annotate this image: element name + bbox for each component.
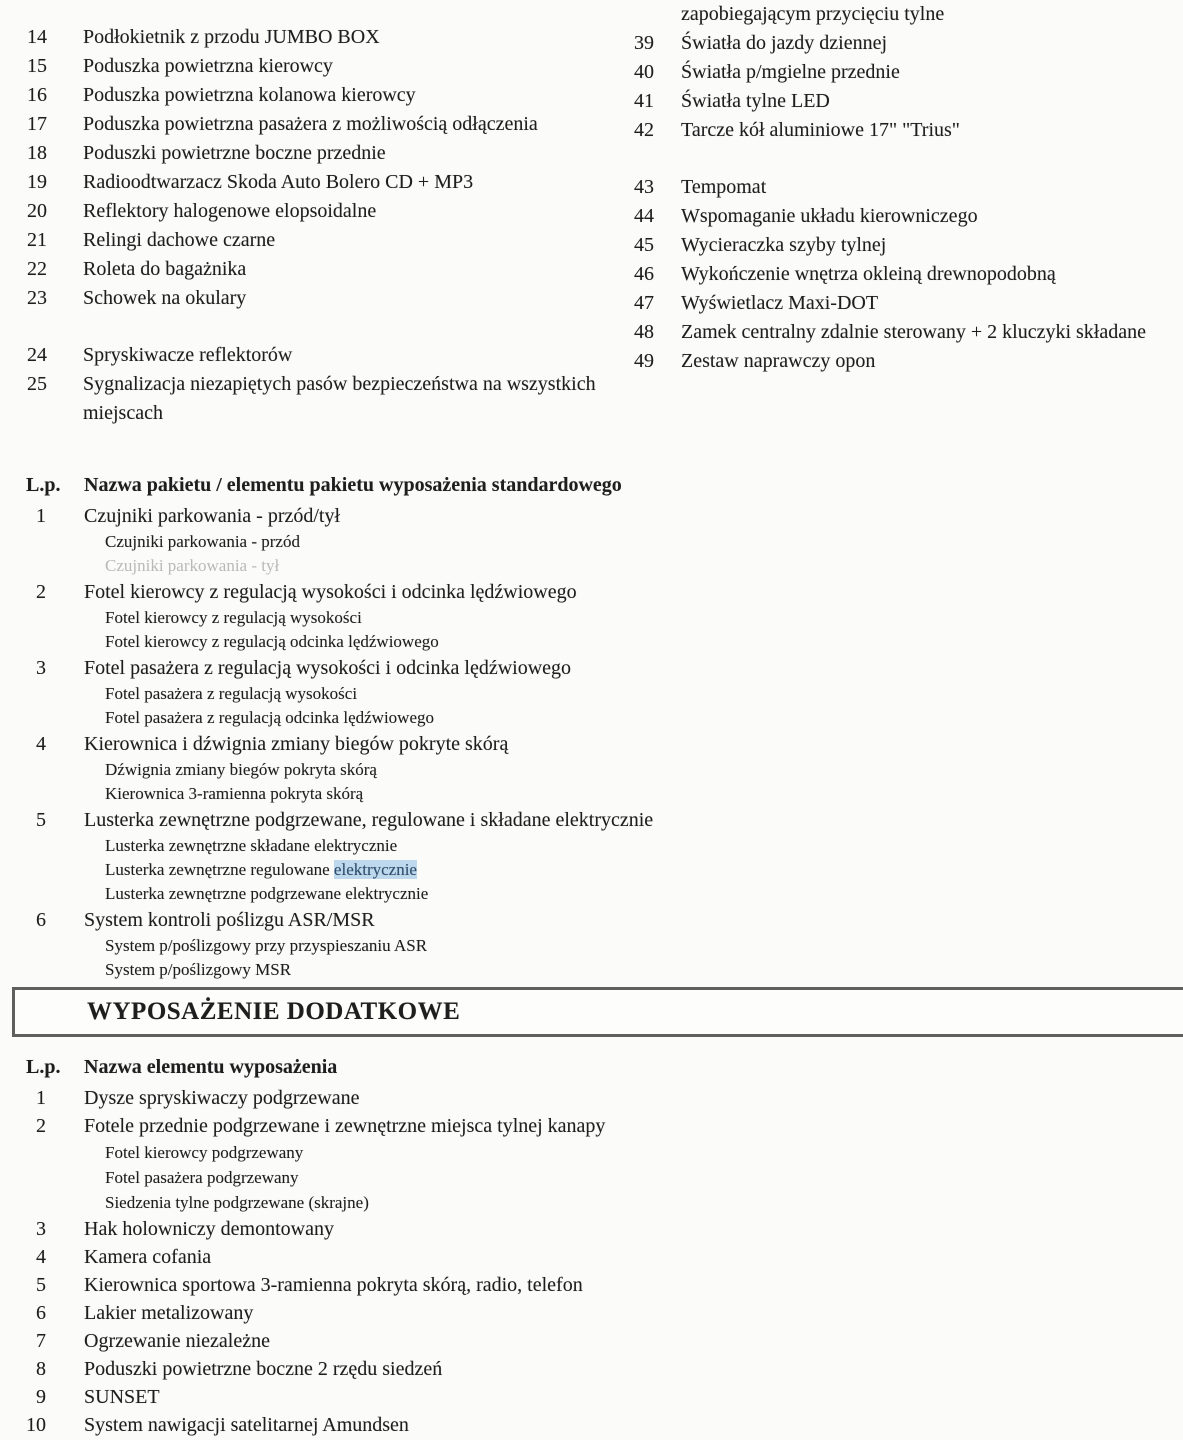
item-number: 46	[634, 263, 654, 285]
sub-item-text: Fotel kierowcy z regulacją odcinka lędźwiowego	[105, 632, 439, 651]
item-number: 48	[634, 321, 654, 343]
item-text: Kierownica sportowa 3-ramienna pokryta skórą, radio, telefon	[84, 1274, 583, 1296]
item-number: 1	[36, 505, 46, 527]
item-text: System nawigacji satelitarnej Amundsen	[84, 1414, 409, 1436]
item-text: Poduszka powietrzna pasażera z możliwością odłączenia	[83, 113, 538, 135]
equipment-package-item	[26, 1411, 1171, 1439]
item-number: 40	[634, 61, 654, 83]
standard-equipment-column-right	[633, 0, 1183, 376]
sub-item-text: Fotel pasażera podgrzewany	[105, 1168, 299, 1187]
item-text: Schowek na okulary	[83, 287, 247, 309]
item-text: Fotel pasażera z regulacją wysokości i odcinka lędźwiowego	[84, 657, 572, 679]
item-number: 20	[27, 200, 47, 222]
section-header-title: Nazwa pakietu / elementu pakietu wyposażenia standardowego	[84, 474, 622, 496]
highlighted-text: elektrycznie	[333, 860, 417, 879]
package-item-row	[26, 1355, 1171, 1383]
equipment-package-item	[26, 1271, 1171, 1299]
lp-column-header: L.p.	[26, 1056, 61, 1078]
sub-item-text: Fotel pasażera z regulacją odcinka lędźwiowego	[105, 708, 434, 727]
package-item-row	[26, 906, 1171, 934]
item-text: Lusterka zewnętrzne podgrzewane, regulowane i składane elektrycznie	[84, 809, 654, 831]
item-number: 41	[634, 90, 654, 112]
item-text: Poduszka powietrzna kolanowa kierowcy	[83, 84, 416, 106]
item-text: Wspomaganie układu kierowniczego	[681, 205, 978, 227]
equipment-list-item	[633, 87, 1183, 116]
equipment-package-item	[26, 1383, 1171, 1411]
equipment-list-item	[26, 341, 611, 370]
item-text: Światła do jazdy dziennej	[681, 32, 888, 54]
item-text: Dysze spryskiwaczy podgrzewane	[84, 1087, 360, 1109]
item-number: 18	[27, 142, 47, 164]
item-number: 22	[27, 258, 47, 280]
item-text: Światła tylne LED	[681, 90, 830, 112]
standard-packages-list	[26, 502, 1171, 982]
equipment-list-item	[26, 81, 611, 110]
package-sub-items	[26, 530, 1171, 578]
item-number: 15	[27, 55, 47, 77]
package-item-row	[26, 1411, 1171, 1439]
item-number: 9	[36, 1386, 46, 1408]
item-number: 49	[634, 350, 654, 372]
equipment-package-item	[26, 502, 1171, 578]
banner-title: WYPOSAŻENIE DODATKOWE	[87, 998, 461, 1025]
item-number: 39	[634, 32, 654, 54]
item-text: Ogrzewanie niezależne	[84, 1330, 270, 1352]
package-item-row	[26, 502, 1171, 530]
item-text: Czujniki parkowania - przód/tył	[84, 505, 341, 527]
equipment-list-item	[633, 260, 1183, 289]
sub-item-text: Fotel pasażera z regulacją wysokości	[105, 684, 358, 703]
equipment-list-item	[26, 168, 611, 197]
package-sub-items	[26, 606, 1171, 654]
item-number: 4	[36, 733, 46, 755]
item-number: 14	[27, 26, 47, 48]
lp-column-header: L.p.	[26, 474, 61, 496]
item-text: Fotele przednie podgrzewane i zewnętrzne miejsca tylnej kanapy	[84, 1115, 606, 1137]
item-number: 6	[36, 1302, 46, 1324]
sub-item-text: Fotel kierowcy podgrzewany	[105, 1143, 304, 1162]
equipment-list-item	[26, 284, 611, 313]
standard-packages-section	[26, 470, 1171, 982]
item-number: 19	[27, 171, 47, 193]
sub-item-text: Czujniki parkowania - przód	[105, 532, 300, 551]
item-text: Podłokietnik z przodu JUMBO BOX	[83, 26, 380, 48]
equipment-list-item	[26, 139, 611, 168]
sub-item-text: Fotel kierowcy z regulacją wysokości	[105, 608, 362, 627]
item-text: Kierownica i dźwignia zmiany biegów pokryte skórą	[84, 733, 509, 755]
package-item-row	[26, 730, 1171, 758]
package-item-row	[26, 1112, 1171, 1140]
sub-item-text: Lusterka zewnętrzne podgrzewane elektrycznie	[105, 884, 429, 903]
package-sub-items	[26, 1140, 1171, 1215]
item-number: 1	[36, 1087, 46, 1109]
item-number: 23	[27, 287, 47, 309]
item-text: Wycieraczka szyby tylnej	[681, 234, 887, 256]
equipment-package-item	[26, 730, 1171, 806]
package-sub-items	[26, 934, 1171, 982]
equipment-package-item	[26, 1084, 1171, 1112]
section-header	[26, 1052, 1171, 1082]
item-text: Kamera cofania	[84, 1246, 212, 1268]
equipment-package-item	[26, 1327, 1171, 1355]
item-text: Zestaw naprawczy opon	[681, 350, 876, 372]
package-item-row	[26, 1383, 1171, 1411]
item-text: Spryskiwacze reflektorów	[83, 344, 293, 366]
item-text: Poduszka powietrzna kierowcy	[83, 55, 333, 77]
additional-equipment-list	[26, 1084, 1171, 1439]
item-text: Lakier metalizowany	[84, 1302, 254, 1324]
sub-item-pre-text: Lusterka zewnętrzne regulowane	[105, 860, 334, 879]
item-text: System kontroli poślizgu ASR/MSR	[84, 909, 375, 931]
equipment-package-item	[26, 1243, 1171, 1271]
equipment-list-item	[633, 202, 1183, 231]
sub-item-text: Siedzenia tylne podgrzewane (skrajne)	[105, 1193, 369, 1212]
package-sub-items	[26, 834, 1171, 906]
item-number: 5	[36, 809, 46, 831]
item-text: Światła p/mgielne przednie	[681, 61, 900, 83]
equipment-package-item	[26, 1299, 1171, 1327]
item-number: 3	[36, 657, 46, 679]
item-text: Fotel kierowcy z regulacją wysokości i odcinka lędźwiowego	[84, 581, 577, 603]
item-text: Relingi dachowe czarne	[83, 229, 276, 251]
equipment-package-item	[26, 906, 1171, 982]
sub-item-text: Dźwignia zmiany biegów pokryta skórą	[105, 760, 377, 779]
item-number: 45	[634, 234, 654, 256]
item-number: 2	[36, 581, 46, 603]
item-text: Poduszki powietrzne boczne przednie	[83, 142, 386, 164]
item-text: Poduszki powietrzne boczne 2 rzędu siedzeń	[84, 1358, 443, 1380]
item-number: 42	[634, 119, 654, 141]
equipment-list-item	[633, 173, 1183, 202]
equipment-list-item	[26, 226, 611, 255]
package-item-row	[26, 578, 1171, 606]
equipment-list-item	[26, 255, 611, 284]
equipment-list-item	[633, 29, 1183, 58]
equipment-package-item	[26, 1112, 1171, 1215]
item-number: 17	[27, 113, 47, 135]
equipment-list-item	[633, 58, 1183, 87]
item-number: 2	[36, 1115, 46, 1137]
item-text: Zamek centralny zdalnie sterowany + 2 kluczyki składane	[681, 321, 1146, 343]
item-number: 5	[36, 1274, 46, 1296]
package-item-row	[26, 1084, 1171, 1112]
section-header-title: Nazwa elementu wyposażenia	[84, 1056, 338, 1078]
item-text: Wykończenie wnętrza okleiną drewnopodobną	[681, 263, 1056, 285]
item-text: Tempomat	[681, 176, 767, 198]
item-number: 43	[634, 176, 654, 198]
sub-item-text: System p/poślizgowy przy przyspieszaniu ASR	[105, 936, 428, 955]
equipment-list-item	[26, 370, 611, 428]
sub-item-text: Lusterka zewnętrzne składane elektrycznie	[105, 836, 398, 855]
item-number: 4	[36, 1246, 46, 1268]
equipment-list-item	[26, 110, 611, 139]
package-item-row	[26, 1243, 1171, 1271]
equipment-list-item	[633, 116, 1183, 145]
item-number: 47	[634, 292, 654, 314]
item-text: Wyświetlacz Maxi-DOT	[681, 292, 879, 314]
package-item-row	[26, 1271, 1171, 1299]
package-item-row	[26, 654, 1171, 682]
wrapped-continuation-line: zapobiegającym przycięciu tylne	[681, 3, 945, 25]
equipment-list-item	[633, 318, 1183, 347]
equipment-package-item	[26, 806, 1171, 906]
package-item-row	[26, 1299, 1171, 1327]
item-number: 6	[36, 909, 46, 931]
sub-item-text: Czujniki parkowania - tył	[105, 556, 280, 575]
sub-item-text: System p/poślizgowy MSR	[105, 960, 292, 979]
item-text: Hak holowniczy demontowany	[84, 1218, 334, 1240]
equipment-package-item	[26, 578, 1171, 654]
item-number: 10	[26, 1414, 46, 1436]
equipment-list-item	[633, 347, 1183, 376]
equipment-list-item	[633, 289, 1183, 318]
item-number: 21	[27, 229, 47, 251]
item-text: Sygnalizacja niezapiętych pasów bezpieczeństwa na wszystkich miejscach	[83, 373, 596, 424]
sub-item-text	[26, 858, 1171, 882]
item-number: 8	[36, 1358, 46, 1380]
package-sub-items	[26, 758, 1171, 806]
standard-equipment-column-left	[26, 23, 611, 428]
package-item-row	[26, 806, 1171, 834]
equipment-package-item	[26, 654, 1171, 730]
equipment-package-item	[26, 1215, 1171, 1243]
item-number: 44	[634, 205, 654, 227]
sub-item-text: Kierownica 3-ramienna pokryta skórą	[105, 784, 364, 803]
package-sub-items	[26, 682, 1171, 730]
equipment-list-item	[633, 231, 1183, 260]
package-item-row	[26, 1327, 1171, 1355]
item-number: 16	[27, 84, 47, 106]
item-text: Radioodtwarzacz Skoda Auto Bolero CD + MP3	[83, 171, 474, 193]
additional-equipment-section	[26, 1052, 1171, 1439]
equipment-list-item	[26, 197, 611, 226]
equipment-package-item	[26, 1355, 1171, 1383]
item-text: SUNSET	[84, 1386, 160, 1408]
section-header	[26, 470, 1171, 500]
item-number: 3	[36, 1218, 46, 1240]
item-number: 25	[27, 373, 47, 395]
equipment-list-item	[26, 52, 611, 81]
equipment-list-item	[26, 23, 611, 52]
item-text: Reflektory halogenowe elopsoidalne	[83, 200, 377, 222]
item-number: 24	[27, 344, 47, 366]
item-number: 7	[36, 1330, 46, 1352]
item-text: Tarcze kół aluminiowe 17" "Trius"	[681, 119, 960, 141]
item-text: Roleta do bagażnika	[83, 258, 247, 280]
additional-equipment-banner	[12, 987, 1183, 1037]
package-item-row	[26, 1215, 1171, 1243]
